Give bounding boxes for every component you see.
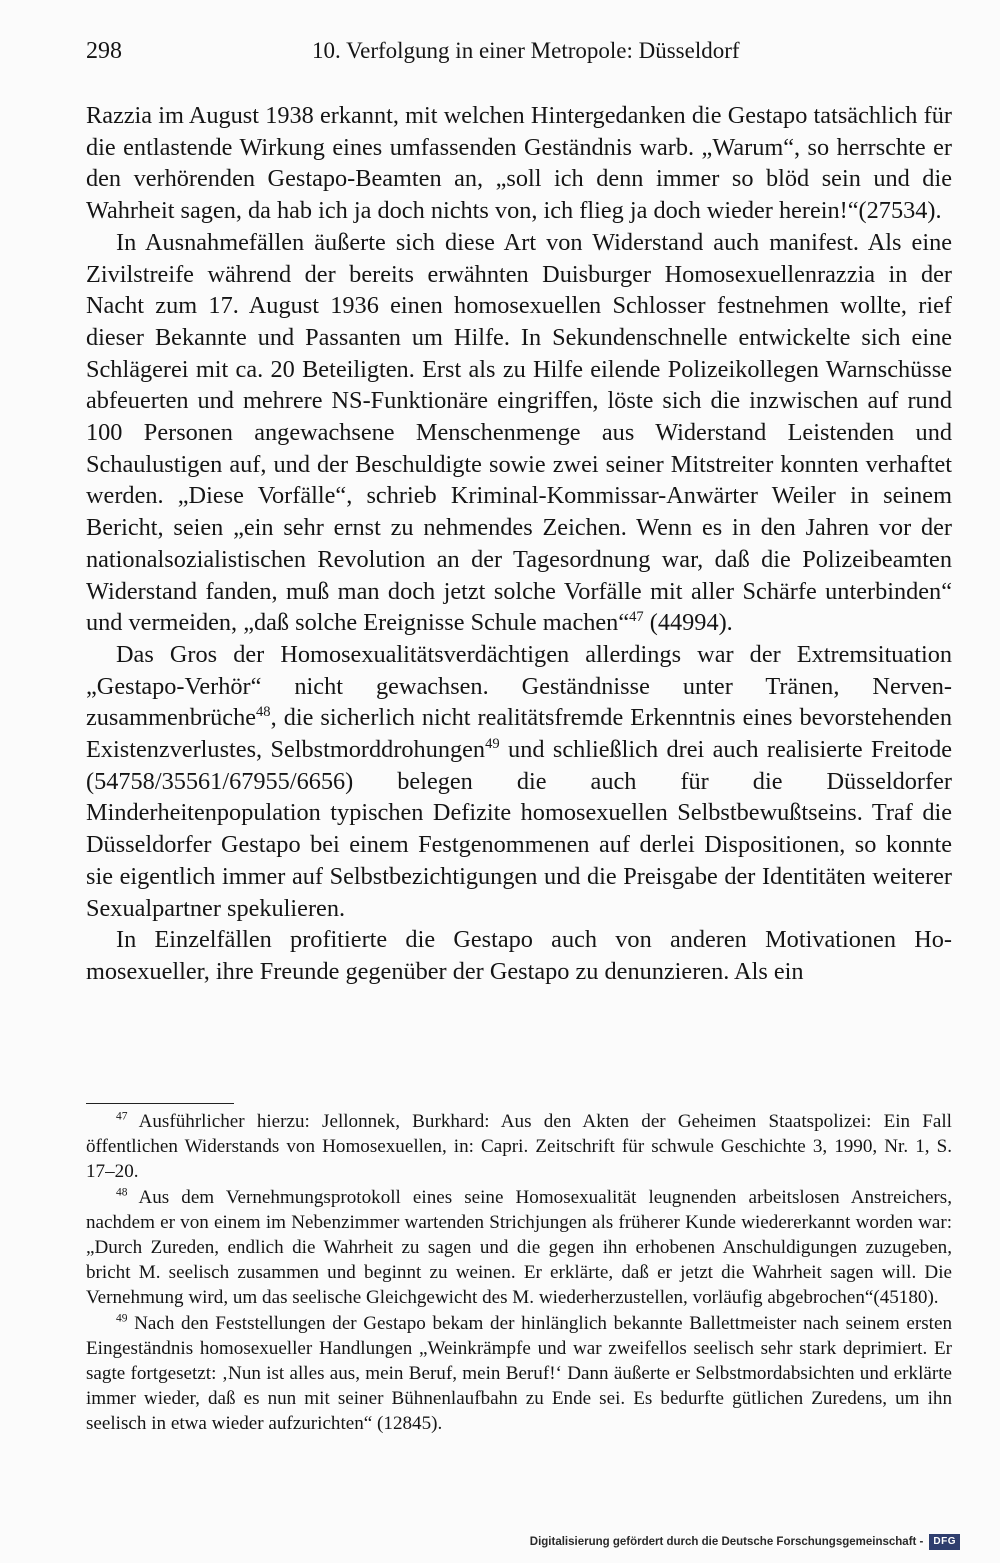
footnote-ref-48[interactable]: 48 [256,704,271,721]
running-head [86,38,952,72]
footnote-text: Ausführlicher hierzu: Jellonnek, Burkhard: Aus den Akten der Geheimen Staatspolizei: Ein Fall öffentlichen Widerstands von Homosexuellen, in: Capri. Zeitschrift für schwule Geschichte 3, 1990, Nr. 1, S. 17–20. [86,1111,952,1183]
footnote-47 [86,1109,952,1185]
paragraph-2-tail: (44994). [643,609,733,637]
paragraph-2 [86,227,952,639]
dfg-logo-icon: DFG [929,1534,960,1550]
footnotes [86,1109,952,1437]
paragraph-1: Razzia im August 1938 erkannt, mit welchen Hintergedanken die Gestapo tatsächlich für die entlastende Wirkung eines umfassenden Geständnis warb. „Warum“, so herrschte er den verhörenden Gestapo-Beamten an, „soll ich denn immer so blöd sein und die Wahrheit sagen, da hab ich ja doch nichts von, ich flieg ja doch wieder herein!“(27534). [86,102,952,225]
paragraph-3-text-c: und schließlich drei auch realisierte Freitode (54758/35561/67955/6656) belegen die auch für die Düsseldorfer Minderheitenpopulation typischen Defizite homosexuellen Selbstbewußtseins. Traf die Düsseldorfer Gestapo bei einem Festgenommenen auf derlei Dispositionen, so konnte sie eigentlich immer auf Selbstbezichtigungen und die Preisgabe der Identitäten weiterer Sexualpartner spekulieren. [86,736,952,922]
footnote-text: Nach den Feststellungen der Gestapo bekam der hinlänglich bekannte Ballettmeister nach seinem ersten Eingeständnis homosexueller Handlungen „Weinkrämpfe und war zweifellos seelisch sehr stark deprimiert. Er sagte fortgesetzt: ‚Nun ist alles aus, mein Beruf, mein Beruf!‘ Dann äußerte er Selbstmordabsichten und erklärte immer wieder, daß es nun mit seiner Bühnenlaufbahn zu Ende sei. Es bedurfte gütlichen Zuredens, um ihn seelisch in etwa wieder aufzurichten“ (12845). [86,1312,952,1435]
paragraph-2-text: In Ausnahmefällen äußerte sich diese Art von Widerstand auch manifest. Als eine Zivilstreife während der bereits erwähnten Duisburger Homosexuellenrazzia in der Nacht zum 17. August 1936 einen homosexuellen Schlosser festnehmen wollte, rief dieser Bekannte und Passanten um Hilfe. In Sekundenschnelle entwickelte sich eine Schlägerei mit ca. 20 Beteiligten. Erst als zu Hilfe eilende Polizeikollegen Warnschüsse abfeuerten und mehrere NS-Funktionäre eingriffen, löste sich die inzwischen auf rund 100 Personen angewachsene Menschenmenge aus Widerstand Leistenden und Schaulustigen auf, und der Beschuldigte sowie zwei seiner Mitstreiter konnten verhaftet werden. „Diese Vorfälle“, schrieb Kriminal-Kommissar-Anwärter Weiler in seinem Bericht, seien „ein sehr ernst zu nehmendes Zeichen. Wenn es in den Jahren vor der nationalsozialistischen Revolution an der Tagesordnung war, daß die Polizeibeamten Widerstand fanden, muß man doch jetzt solche Vorfälle mit aller Schärfe unterbinden“ und vermeiden, „daß solche Ereignisse Schule machen“ [86,228,952,637]
page-number: 298 [86,38,122,64]
footnote-number: 47 [116,1110,128,1123]
paragraph-3 [86,639,952,924]
body-text [86,100,952,988]
paragraph-3-text-b: , die sicherlich nicht realitätsfremde Erkenntnis eines bevorstehenden Existenzverlustes, Selbstmorddrohungen [86,704,952,764]
footnote-ref-47[interactable]: 47 [629,609,644,626]
footnote-48 [86,1185,952,1311]
footnote-separator [86,1103,234,1104]
footnote-number: 49 [116,1312,128,1325]
chapter-title: 10. Verfolgung in einer Metropole: Düsseldorf [312,38,740,63]
sponsor-text: Digitalisierung gefördert durch die Deutsche Forschungsgemeinschaft - [529,1536,924,1548]
footnote-49 [86,1311,952,1437]
paragraph-4: In Einzelfällen profitierte die Gestapo auch von anderen Motivationen Homosexueller, ihre Freunde gegenüber der Gestapo zu denunzieren. Als ein [86,926,952,985]
footnote-number: 48 [116,1186,128,1199]
footnote-ref-49[interactable]: 49 [485,735,500,752]
sponsor-notice [530,1531,960,1553]
footnote-text: Aus dem Vernehmungsprotokoll eines seine Homosexualität leugnenden arbeitslosen Anstreichers, nachdem er von einem im Nebenzimmer wartenden Strichjungen als früherer Kunde wiedererkannt worden war: „Durch Zureden, endlich die Wahrheit zu sagen und die gegen ihn erhobenen Anschuldigungen zuzugeben, bricht M. seelisch zusammen und beginnt zu weinen. Er erklärte, daß er jetzt die Wahrheit sagen will. Die Vernehmung wird, um das seelische Gleichgewicht des M. wiederherzustellen, vorläufig abgebrochen“(45180). [86,1186,952,1309]
paragraph-3-text-a: Das Gros der Homosexualitätsverdächtigen allerdings war der Extremsituation „Gestapo-Verhör“ nicht gewachsen. Geständnisse unter Tränen, Nervenzusammenbrüche [86,640,952,732]
